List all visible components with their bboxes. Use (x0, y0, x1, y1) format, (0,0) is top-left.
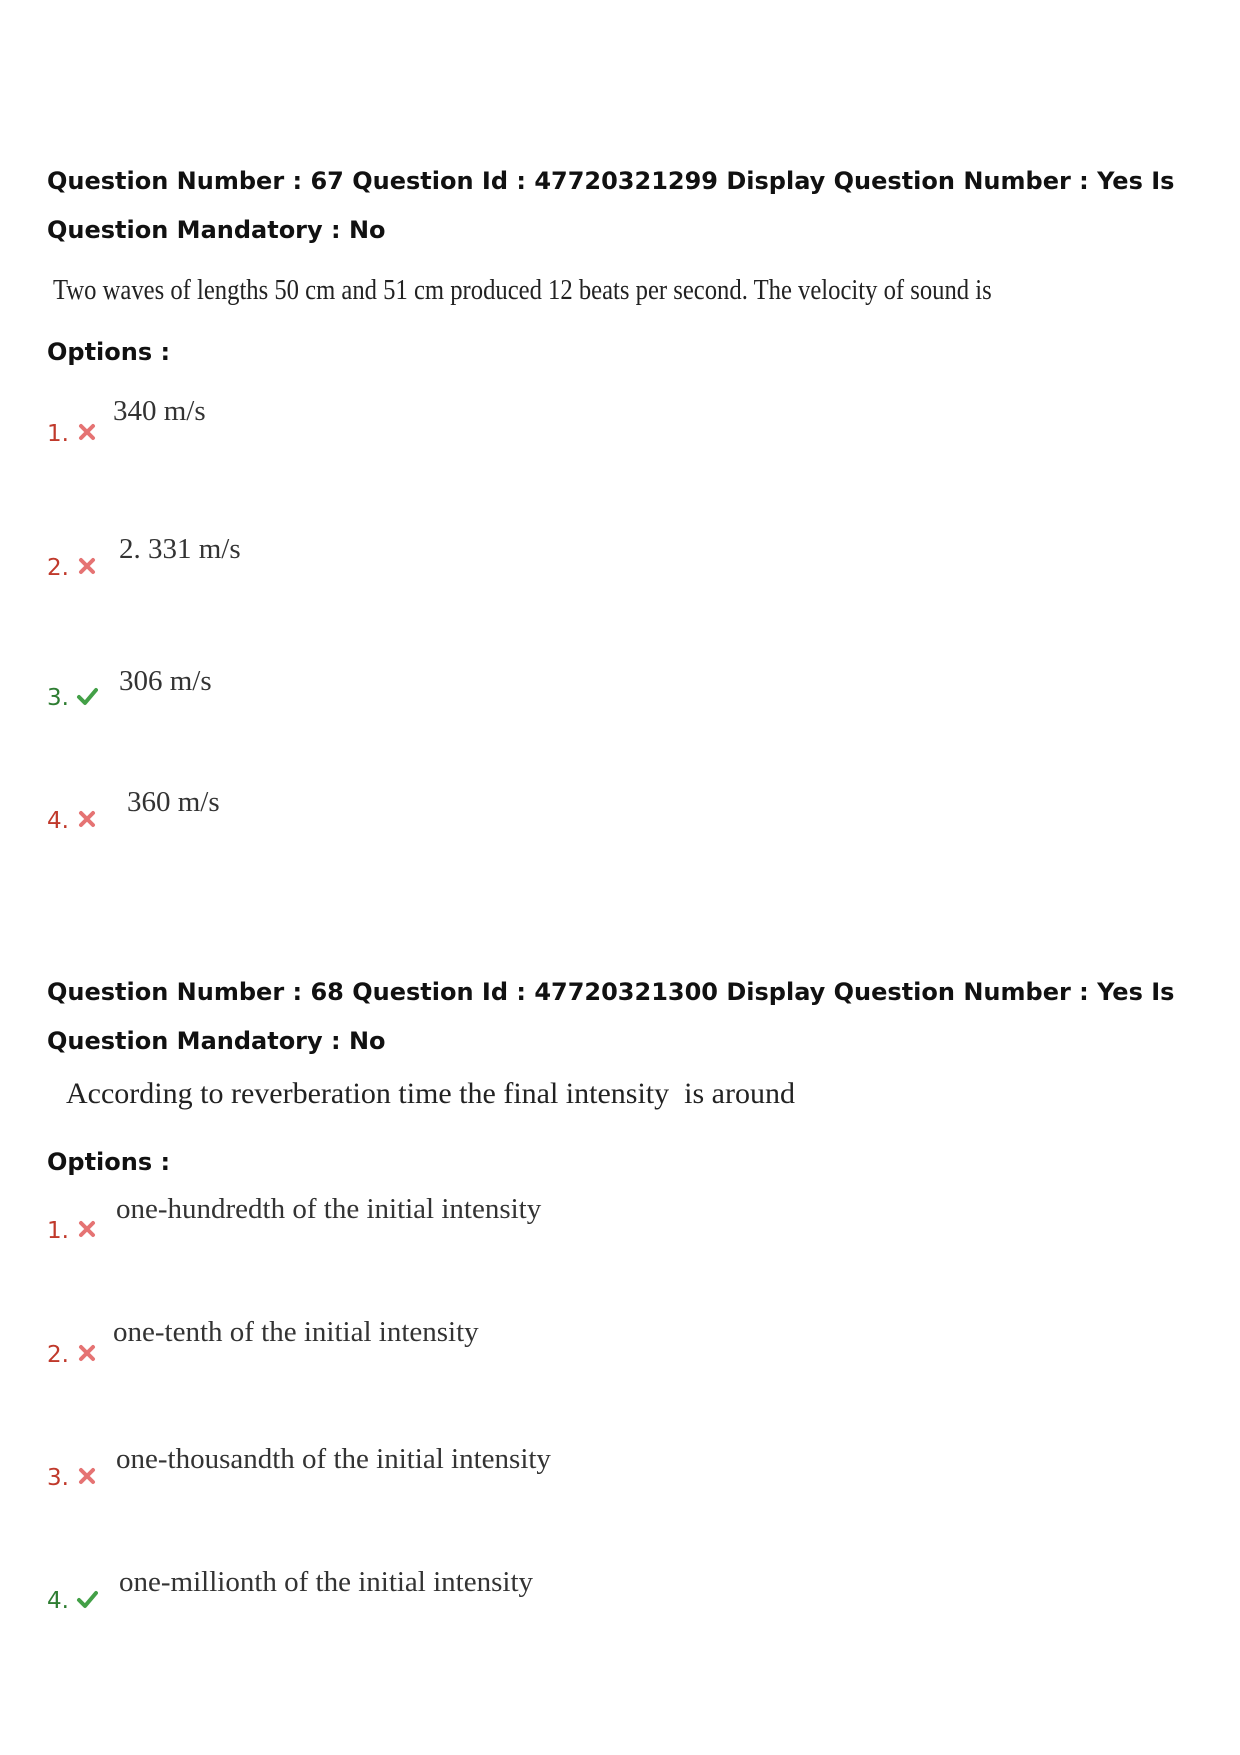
cross-icon (76, 555, 98, 577)
question-header: Question Number : 67 Question Id : 47720321299 Display Question Number : Yes Is Question Mandatory : No (47, 167, 1175, 244)
option-item[interactable] (0, 395, 1240, 455)
option-item[interactable] (0, 786, 1240, 846)
option-text: 340 m/s (113, 395, 206, 427)
option-text: 2. 331 m/s (119, 533, 241, 565)
option-number: 3. (47, 685, 69, 711)
option-number: 3. (47, 1465, 69, 1491)
option-number: 4. (47, 808, 69, 834)
option-text: one-hundredth of the initial intensity (116, 1193, 542, 1225)
option-item[interactable] (0, 533, 1240, 593)
option-number: 2. (47, 555, 69, 581)
cross-icon (76, 1342, 98, 1364)
option-number: 4. (47, 1588, 69, 1614)
option-item[interactable] (0, 1193, 1240, 1253)
option-item[interactable] (0, 1443, 1240, 1503)
option-number: 2. (47, 1342, 69, 1368)
question-text: According to reverberation time the final intensity is around (66, 1077, 795, 1110)
option-number: 1. (47, 1218, 69, 1244)
option-item[interactable] (0, 1566, 1240, 1626)
options-label: Options : (47, 1148, 171, 1176)
option-item[interactable] (0, 1316, 1240, 1376)
cross-icon (76, 808, 98, 830)
option-text: one-thousandth of the initial intensity (116, 1443, 551, 1475)
question-header: Question Number : 68 Question Id : 47720321300 Display Question Number : Yes Is Question Mandatory : No (47, 978, 1175, 1055)
check-icon (76, 1588, 98, 1610)
cross-icon (76, 1465, 98, 1487)
option-text: 306 m/s (119, 665, 212, 697)
option-text: 360 m/s (127, 786, 220, 818)
option-item[interactable] (0, 665, 1240, 725)
option-text: one-millionth of the initial intensity (119, 1566, 534, 1598)
cross-icon (76, 421, 98, 443)
option-text: one-tenth of the initial intensity (113, 1316, 479, 1348)
options-label: Options : (47, 338, 171, 366)
cross-icon (76, 1218, 98, 1240)
check-icon (76, 685, 98, 707)
question-text: Two waves of lengths 50 cm and 51 cm produced 12 beats per second. The velocity of sound is (53, 275, 992, 306)
option-number: 1. (47, 421, 69, 447)
